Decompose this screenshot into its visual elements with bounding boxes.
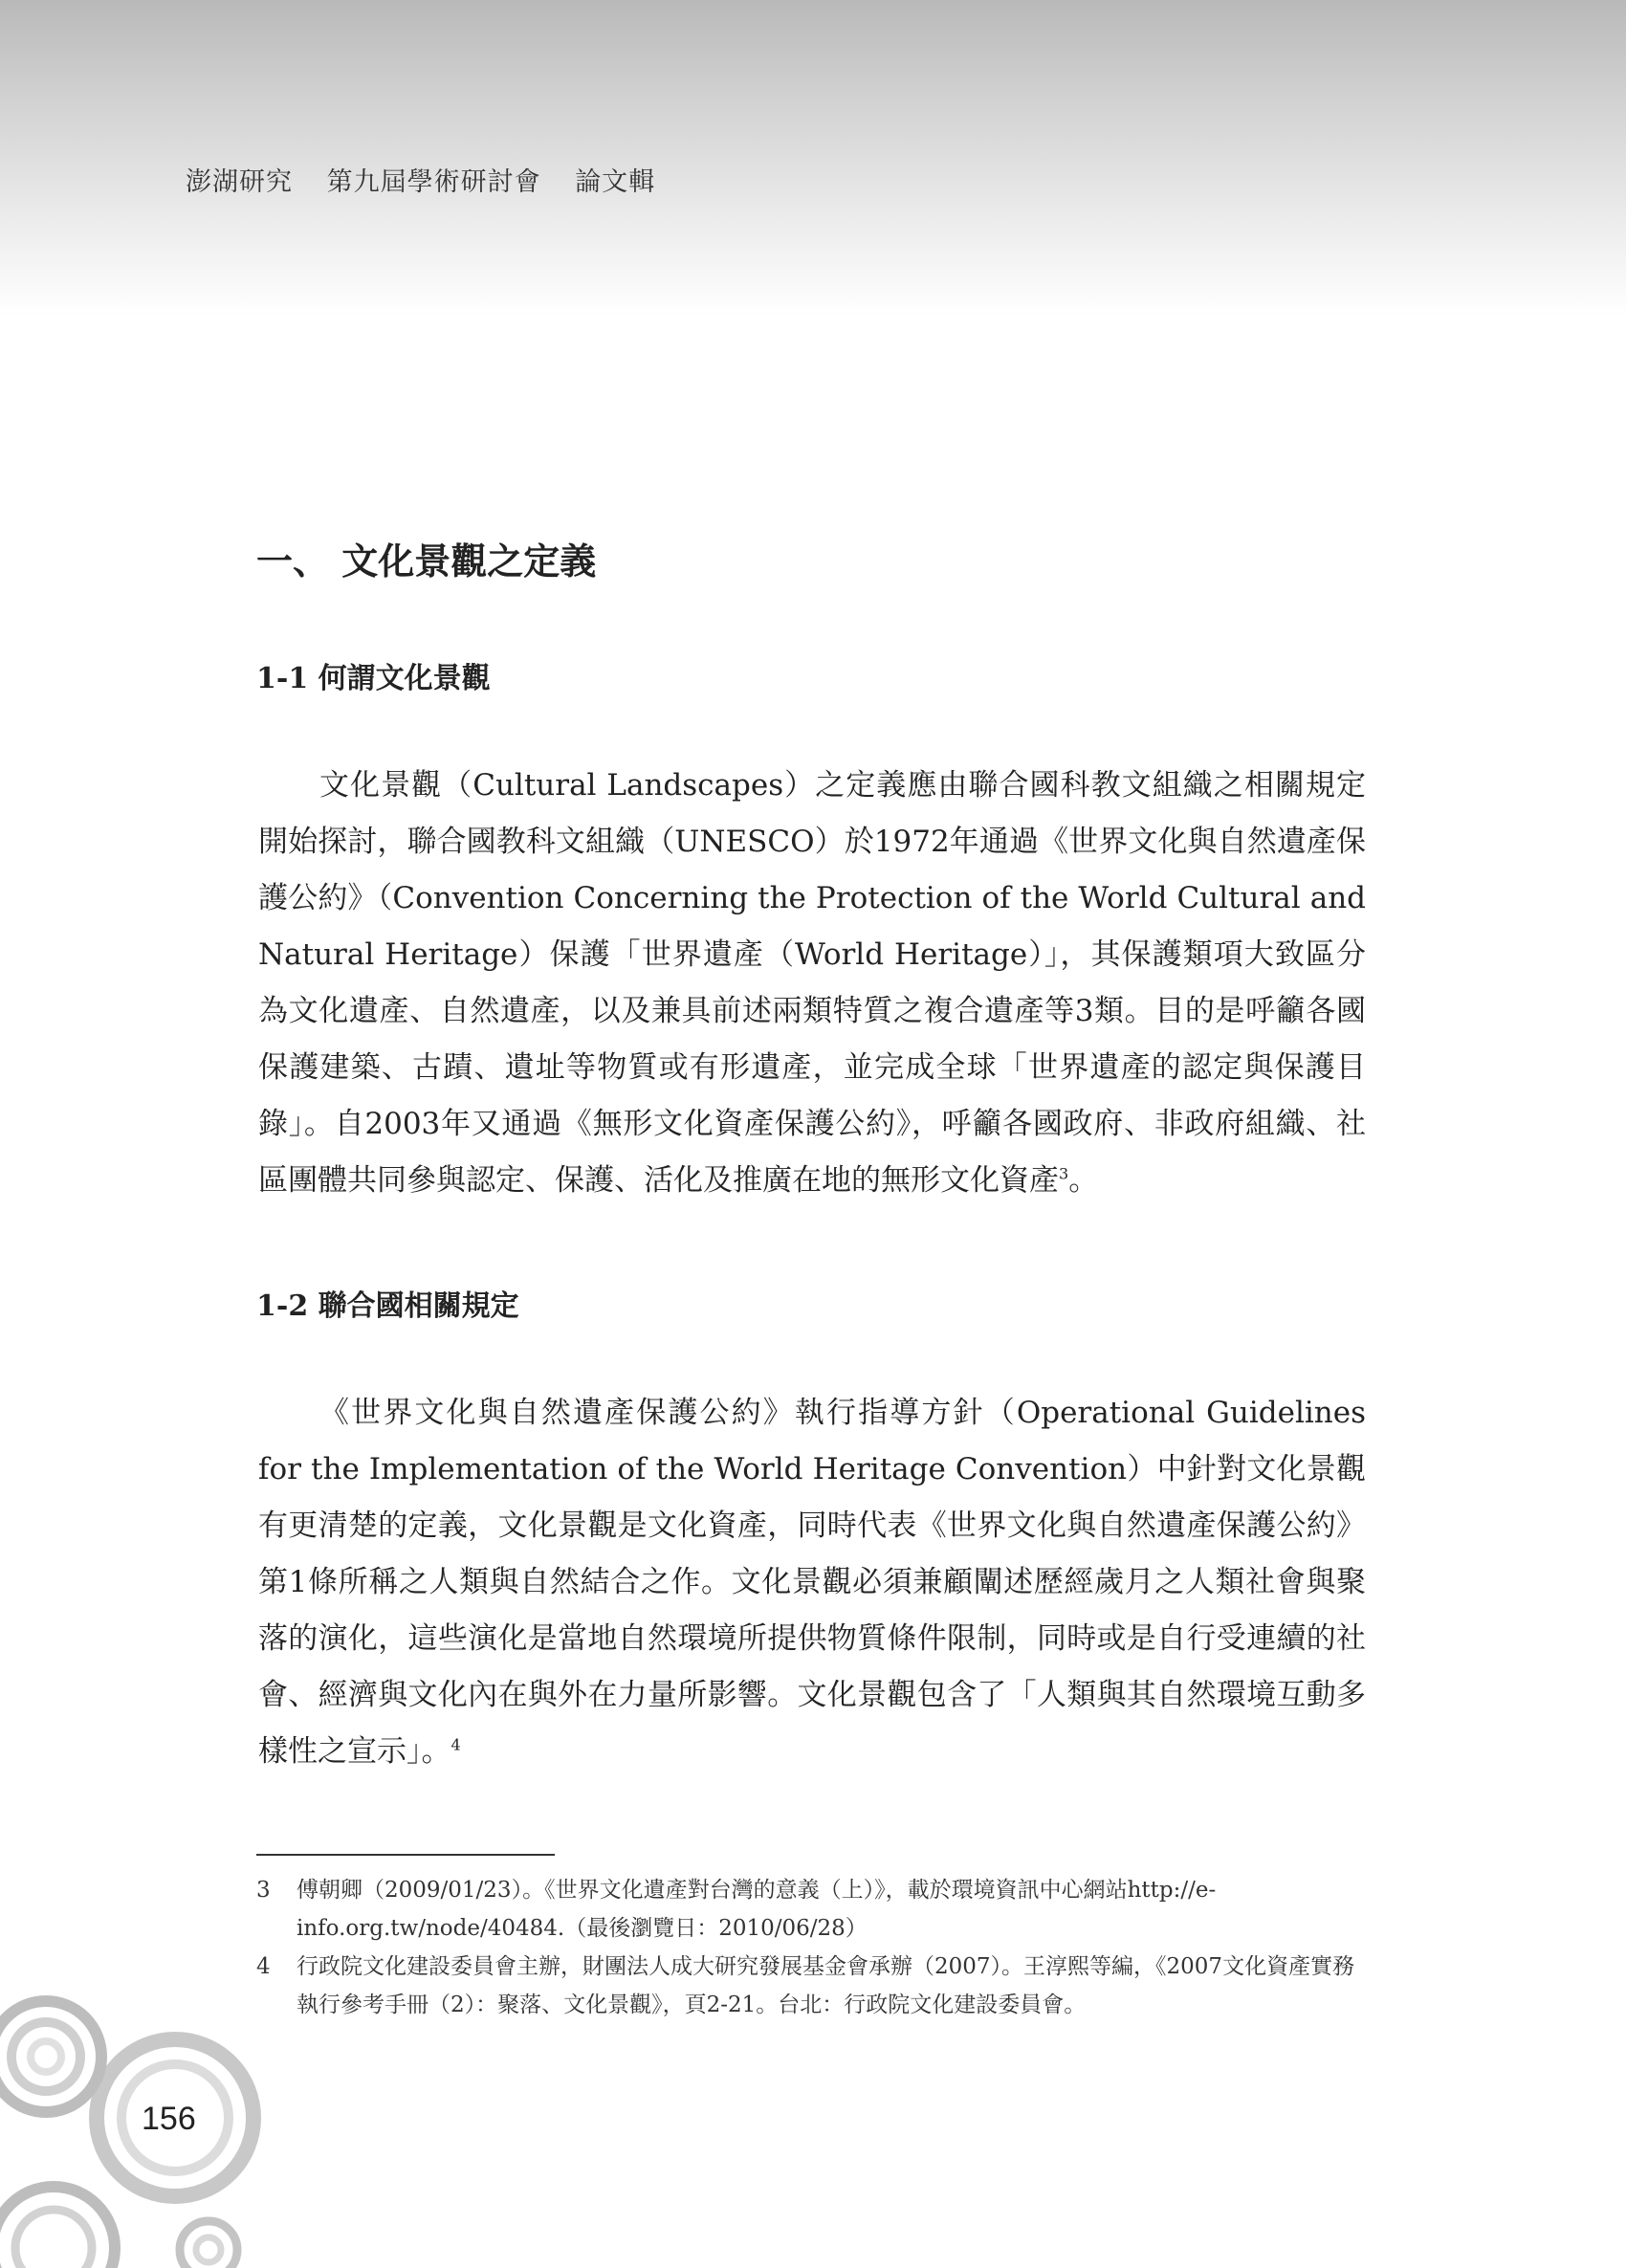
paragraph-1-1-text: 文化景觀（Cultural Landscapes）之定義應由聯合國科教文組織之相關規定開始探討，聯合國教科文組織（UNESCO）於1972年通過《世界文化與自然遺產保護公約》（Convention Concerning the Protection of the World Cultural and Natural Heritage）保護「世界遺產（World Heritage）」，其保護類項大致區分為文化遺產、自然遺產，以及兼具前述兩類特質之複合遺產等3類。目的是呼籲各國保護建築、古蹟、遺址等物質或有形遺產，並完成全球「世界遺產的認定與保護目錄」。自2003年又通過《無形文化資產保護公約》，呼籲各國政府、非政府組織、社區團體共同參與認定、保護、活化及推廣在地的無形文化資產 xyxy=(258,768,1366,1198)
footnote-4 xyxy=(256,1948,1368,2024)
subsection-title-1-1: 1-1 何謂文化景觀 xyxy=(256,662,491,695)
paragraph-1-1-tail: 。 xyxy=(1068,1163,1099,1198)
deco-ring-left-middle xyxy=(11,2022,80,2091)
footnote-ref-3[interactable]: 3 xyxy=(1059,1164,1069,1183)
paragraph-1-1 xyxy=(258,758,1366,1209)
paragraph-1-2 xyxy=(258,1385,1366,1780)
footnote-3-text: 傅朝卿（2009/01/23）。《世界文化遺產對台灣的意義（上）》，載於環境資訊中心網站http://e-info.org.tw/node/40484.（最後瀏覽日：2010/06/28） xyxy=(297,1878,1217,1941)
footnote-3 xyxy=(256,1871,1368,1948)
section-title: 一、 文化景觀之定義 xyxy=(256,540,597,583)
footnote-3-number: 3 xyxy=(256,1878,271,1903)
footnote-4-text: 行政院文化建設委員會主辦，財團法人成大研究發展基金會承辦（2007）。王淳熙等編，《2007文化資產實務執行參考手冊（2）：聚落、文化景觀》，頁2-21。台北：行政院文化建設委員會。 xyxy=(297,1954,1355,2017)
footnote-ref-4[interactable]: 4 xyxy=(450,1735,461,1754)
running-head-journal: 澎湖研究 xyxy=(186,167,293,197)
footnote-divider xyxy=(256,1854,555,1856)
footnote-4-number: 4 xyxy=(256,1954,271,1979)
deco-ring-bottom-inner xyxy=(15,2210,92,2268)
deco-ring-small-inner xyxy=(196,2237,221,2262)
running-head-volume: 論文輯 xyxy=(575,167,656,197)
subsection-title-1-2: 1-2 聯合國相關規定 xyxy=(256,1289,519,1323)
deco-ring-left-inner xyxy=(31,2041,61,2072)
paragraph-1-2-text: 《世界文化與自然遺產保護公約》執行指導方針（Operational Guidelines for the Implementation of the World Heritage Convention）中針對文化景觀有更清楚的定義，文化景觀是文化資產，同時代表《世界文化與自然遺產保護公約》第1條所稱之人類與自然結合之作。文化景觀必須兼顧闡述歷經歲月之人類社會與聚落的演化，這些演化是當地自然環境所提供物質條件限制，同時或是自行受連續的社會、經濟與文化內在與外在力量所影響。文化景觀包含了「人類與其自然環境互動多樣性之宣示」。 xyxy=(258,1396,1366,1769)
running-head xyxy=(186,161,680,198)
page-number: 156 xyxy=(142,2101,196,2137)
header-band xyxy=(0,0,1626,316)
running-head-conference: 第九屆學術研討會 xyxy=(326,167,541,197)
